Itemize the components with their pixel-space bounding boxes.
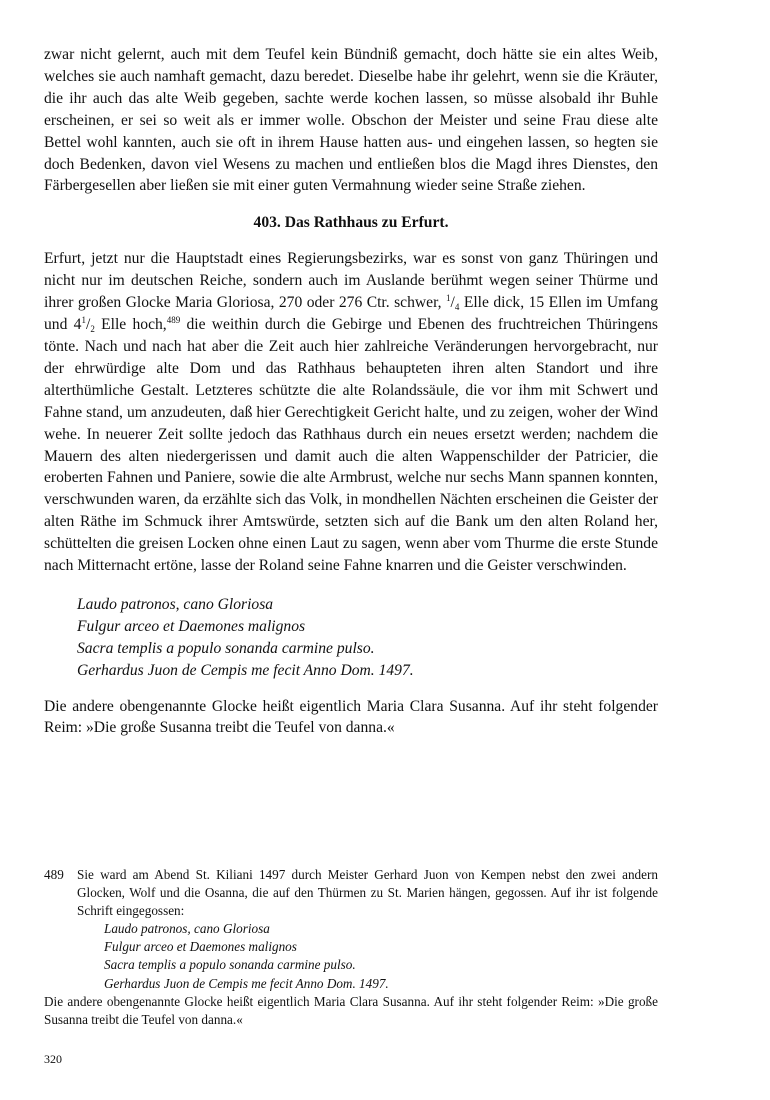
inscription-line: Laudo patronos, cano Gloriosa — [77, 595, 274, 613]
fraction-half-slash: / — [85, 316, 91, 334]
footnote-inscription-line: Gerhardus Juon de Cempis me fecit Anno Dom. 1497. — [104, 975, 389, 991]
section-heading: 403. Das Rathhaus zu Erfurt. — [253, 214, 449, 232]
main-text-part2: Elle dick, 15 Ellen im Umfang und 4 — [44, 294, 658, 334]
footnote-body — [77, 866, 658, 993]
inscription-line: Sacra templis a populo sonanda carmine pulso. — [77, 639, 375, 657]
footnote-text: Sie ward am Abend St. Kiliani 1497 durch Meister Gerhard Juon von Kempen nebst den zwei andern Glocken, Wolf und die Osanna, die auf den Thürmen zu St. Marien hängen, gegossen. Auf ihr ist folgende Schrift eingegossen: — [77, 867, 658, 919]
fraction-quarter-denominator: 4 — [454, 302, 460, 313]
footnote-reference[interactable]: 489 — [166, 315, 181, 326]
main-text-part4: die weithin durch die Gebirge und Ebenen des fruchtreichen Thüringens tönte. Nach und nach hat aber die Zeit auch hier zahlreiche Veränderungen hervorgebracht, nur der ehrwürdige alte Dom und das Rathhaus behaupteten ihren alten Standort und ihre alterthümliche Gestalt. Letzteres schützte die alte Rolandssäule, die vor ihm mit Schwert und Fahne stand, um anzudeuten, daß hier Gerechtigkeit Gericht halte, und zu zeigen, woher der Wind wehe. In neuerer Zeit sollte jedoch das Rathhaus durch ein neues ersetzt werden; nachdem die Mauern des alten niedergerissen und damit auch die alten Wappenschilder der Patricier, die eroberten Fahnen und Paniere, sowie die alte Armbrust, welche nur sechs Mann spannen konnten, verschwunden waren, da erzählte sich das Volk, in mondhellen Nächten erscheinen die Geister der alten Räthe im Schmuck ihrer Amtswürde, setzten sich auf die Bank um den alten Roland her, schüttelten die greisen Locken ohne einen Laut zu sagen, wenn aber vom Thurme die erste Stunde nach Mitternacht ertöne, lasse der Roland seine Fahne knarren und die Geister verschwinden. — [44, 316, 659, 575]
fraction-half-numerator: 1 — [81, 315, 86, 326]
fraction-quarter — [446, 294, 459, 311]
inscription-line: Gerhardus Juon de Cempis me fecit Anno Dom. 1497. — [77, 661, 414, 679]
footnote-489 — [44, 866, 658, 1029]
page-number: 320 — [44, 1052, 62, 1066]
footnote-inscription-line: Fulgur arceo et Daemones malignos — [104, 939, 297, 955]
fraction-half — [81, 316, 94, 333]
footnote-inscription-line: Laudo patronos, cano Gloriosa — [104, 921, 270, 937]
footnote-number: 489 — [44, 867, 64, 882]
inscription-verse — [77, 594, 658, 682]
footnote-inscription-line: Sacra templis a populo sonanda carmine pulso. — [104, 957, 356, 973]
intro-paragraph: zwar nicht gelernt, auch mit dem Teufel kein Bündniß gemacht, doch hätte sie ein altes Weib, welches sie auch namhaft gemacht, dazu beredet. Dieselbe habe ihr gelehrt, wenn sie die Kräuter, die ihr auch das alte Weib gegeben, sachte werde kochen lassen, so müsse alsobald ihr Buhle erscheinen, er sei so weit als er immer wolle. Obschon der Meister und seine Frau diese alte Bettel wohl kannten, auch sie oft in ihrem Hause hatten aus- und eingehen lassen, so hegten sie doch Bedenken, davon viel Wesens zu machen und entließen blos die Magd ihres Dienstes, den Färbergesellen aber ließen sie mit einer guten Vermahnung wieder seine Straße ziehen. — [44, 46, 658, 195]
inscription-line: Fulgur arceo et Daemones malignos — [77, 617, 306, 635]
footnote-closing: Die andere obengenannte Glocke heißt eigentlich Maria Clara Susanna. Auf ihr steht folgender Reim: »Die große Susanna treibt die Teufel von danna.« — [44, 993, 658, 1027]
footnote-inscription — [104, 920, 658, 992]
closing-paragraph: Die andere obengenannte Glocke heißt eigentlich Maria Clara Susanna. Auf ihr steht folgender Reim: »Die große Susanna treibt die Teufel von danna.« — [44, 697, 658, 737]
main-text-part1: Erfurt, jetzt nur die Hauptstadt eines Regierungsbezirks, war es sonst von ganz Thüringen und nicht nur im deutschen Reiche, sondern auch im Auslande berühmt wegen seiner Thürme und ihrer großen Glocke Maria Gloriosa, 270 oder 276 Ctr. schwer, — [44, 250, 658, 312]
fraction-quarter-slash: / — [450, 294, 455, 312]
main-paragraph — [44, 248, 658, 577]
fraction-quarter-numerator: 1 — [446, 293, 451, 304]
fraction-half-denominator: 2 — [90, 324, 95, 335]
page-content — [44, 44, 658, 739]
main-text-part3: Elle hoch, — [101, 316, 167, 334]
